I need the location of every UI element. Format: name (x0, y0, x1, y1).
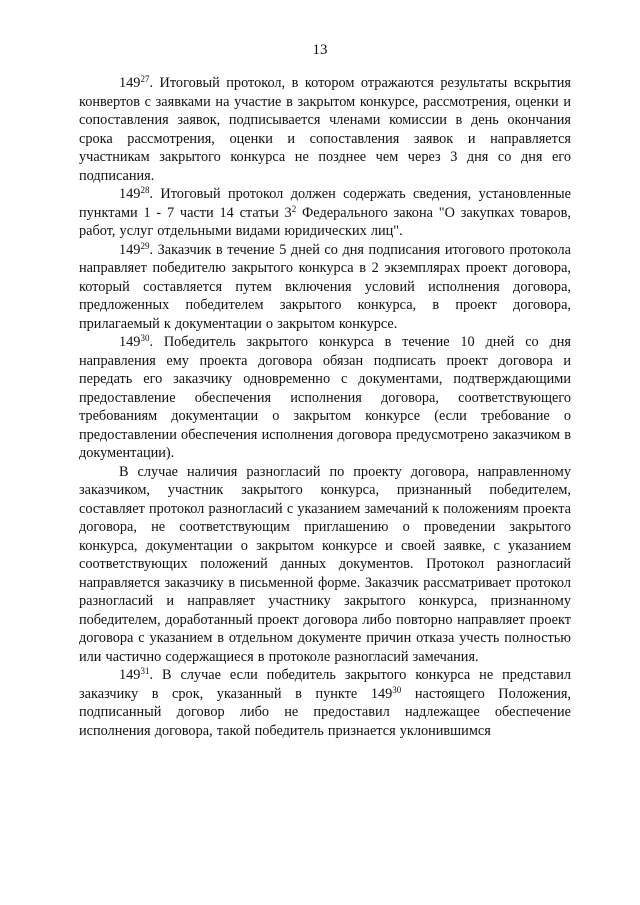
document-body (79, 74, 571, 740)
paragraph-149-31 (79, 666, 571, 740)
paragraph-text: . Заказчик в течение 5 дней со дня подписания итогового протокола направляет победителю закрытого конкурса в 2 экземплярах проект договора, который составляется путем включения условий исполнения договора, предложенных победителем закрытого конкурса, в проект договора, прилагаемый к документации о закрытом конкурсе. (79, 241, 571, 332)
paragraph-149-30 (79, 333, 571, 463)
clause-reference-superscript: 30 (392, 684, 402, 695)
clause-number-superscript: 29 (140, 240, 150, 251)
paragraph-149-27 (79, 74, 571, 185)
clause-number: 149 (119, 334, 141, 350)
clause-number-superscript: 30 (140, 333, 150, 343)
paragraph-text: . Итоговый протокол, в котором отражаются результаты вскрытия конвертов с заявками на участие в закрытом конкурсе, рассмотрения, оценки и сопоставления заявок, подписывается членами комиссии в день окончания срока рассмотрения, оценки и сопоставления заявок и направляется участникам закрытого конкурса не позднее чем через 3 дня со дня его подписания. (79, 75, 571, 184)
paragraph-149-29 (79, 241, 571, 334)
paragraph-text: . В случае если победитель закрытого конкурса не представил заказчику в срок, указанный в пункте 149 (79, 667, 571, 702)
paragraph-text: настоящего Положения, подписанный договор либо не предоставил надлежащее обеспечение исполнения договора, такой победитель признается уклонившимся (79, 685, 572, 739)
clause-number: 149 (119, 75, 141, 91)
paragraph-disagreements (79, 463, 571, 667)
paragraph-text: . Победитель закрытого конкурса в течение 10 дней со дня направления ему проекта договора обязан подписать проект договора и передать его заказчику одновременно с документами, подтверждающими предоставление обеспечения исполнения договора, соответствующего требованиям документации о закрытом конкурсе (если требование о предоставлении обеспечения исполнения договора предусмотрено заказчиком в документации). (79, 334, 571, 461)
paragraph-text: Федерального закона "О закупках товаров, работ, услуг отдельными видами юридических лиц". (79, 204, 571, 239)
paragraph-149-28 (79, 185, 571, 241)
clause-number-superscript: 31 (140, 666, 150, 676)
clause-number-superscript: 27 (140, 74, 150, 84)
paragraph-text: . Итоговый протокол должен содержать сведения, установленные пунктами 1 - 7 части 14 статьи 3 (79, 186, 571, 221)
clause-number-superscript: 28 (140, 185, 150, 195)
paragraph-text: В случае наличия разногласий по проекту договора, направленному заказчиком, участник закрытого конкурса, признанный победителем, составляет протокол разногласий с указанием замечаний к положениям проекта договора, не соответствующим приглашению о проведении закрытого конкурса, документации о закрытом конкурсе и своей заявке, с указанием соответствующих положений данных документов. Протокол разногласий направляется заказчику в письменной форме. Заказчик рассматривает протокол разногласий и направляет участнику закрытого конкурса, признанному победителем, доработанный проект договора либо повторно направляет проект договора с указанием в отдельном документе причин отказа учесть полностью или частично содержащиеся в протоколе разногласий замечания. (79, 463, 571, 665)
clause-number: 149 (119, 241, 141, 258)
page-number: 13 (312, 42, 328, 58)
clause-number: 149 (119, 667, 141, 683)
clause-number: 149 (119, 186, 141, 202)
article-superscript: 2 (291, 203, 297, 214)
